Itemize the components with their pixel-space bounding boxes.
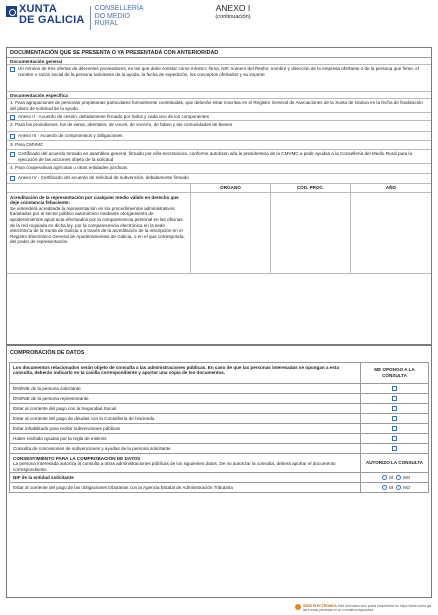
verification-row: Estar al corriente del pago de deudas con la Consellería de Hacienda xyxy=(10,414,428,424)
logo-divider xyxy=(90,6,91,30)
verification-row: DNI/NIE de la persona representante xyxy=(10,394,428,404)
representation-row xyxy=(7,193,431,274)
consent-title: CONSENTIMIENTO PARA LA COMPROBACIÓN DE DATOS xyxy=(13,455,141,461)
sede-note: Este formulario solo podrá presentarse en https://sede.xunta.gal las formas previstas en su normativa reguladora xyxy=(303,603,432,612)
annex-iii-checkbox[interactable] xyxy=(10,134,15,139)
consellaria-name: CONSELLERÍA DO MEDIO RURAL xyxy=(94,5,144,27)
representation-text: Se entenderá acreditada la representación en los procedimientos administrativos tramitados por el sector público autonómico mediante otorgamiento de apoderamientos apud acta efectuados por la comparecencia personal en las oficinas de la red regulada en dicha ley, por la comparecencia electrónica en la sede electrónica de la Xunta de Galicia o a través de la acreditación de la inscripción en el Registro Electrónico General de Apoderamientos de Galicia, o en el que corresponda, del poder de representación. xyxy=(10,205,185,245)
verification-row: Haber recibido ayudas por la regla de minimis xyxy=(10,434,428,444)
col-organo: ÓRGANO xyxy=(190,184,270,192)
consent-row: Estar al corriente del pago de las obligaciones tributarias con la Agencia Estatal de Administración Tributaria SÍ NO xyxy=(10,483,428,493)
consent-text: La persona interesada autoriza la consulta a otras administraciones públicas de los siguientes datos. De no autorizar la consulta, deberá aportar el documento correspondiente. xyxy=(13,461,336,472)
offers-checkbox[interactable] xyxy=(10,67,15,72)
sede-name: SEDE ELECTRÓNICA xyxy=(303,603,337,608)
oppose-checkbox[interactable] xyxy=(392,396,397,401)
verification-row: Estar inhabilitado para recibir subvenciones públicas xyxy=(10,424,428,434)
doc-row-annex-iv: Anexo IV - Certificado del acuerdo de solicitud de subvención, debidamente firmado xyxy=(7,174,431,184)
doc-row-cmvmc: Certificado del acuerdo tomado en asamblea general, firmado por el/la secretario/a, conforme autorizan al/a la presidente/a de la CMVMC a pedir ayudas a la Consellería del Medio Rural para la ejecución de las acciones objeto de la solicitud xyxy=(7,150,431,164)
documentation-section xyxy=(6,47,432,345)
group2-heading: 2. Para los proindivisos, los de varas, abertales, de voces, de vocerío, de fabeo y las comunidades de bienes xyxy=(7,121,431,132)
cod-proc-field[interactable] xyxy=(270,193,350,273)
authorize-header: AUTORIZO LA CONSULTA xyxy=(360,454,428,472)
logo-line2: DE GALICIA xyxy=(19,14,85,26)
data-verification-section xyxy=(6,345,432,598)
doc-row-offers: Un mínimo de tres ofertas de diferentes proveedores, en las que debe constar como mínimo: firma, NIF, número del Resfor, nombre y dirección de la empresa ofertante o de la persona que firme, el nombre o razón social de la persona solicitante de la ayuda, la fecha de expedición, los conceptos ofertados y su importe xyxy=(7,65,431,92)
annex-iv-checkbox[interactable] xyxy=(10,176,15,181)
col-ano: AÑO xyxy=(350,184,431,192)
group3-heading: 3. Para CMVMC xyxy=(7,141,431,150)
oppose-checkbox[interactable] xyxy=(392,406,397,411)
cmvmc-checkbox[interactable] xyxy=(10,152,15,157)
oppose-checkbox[interactable] xyxy=(392,446,397,451)
verification-table xyxy=(9,362,429,493)
general-docs-heading: Documentación general xyxy=(7,58,431,65)
xunta-logo xyxy=(6,4,144,30)
organo-field[interactable] xyxy=(190,193,270,273)
doc-row-annex-iii: Anexo III - Acuerdo de compromisos y obligaciones xyxy=(7,132,431,141)
no-radio[interactable] xyxy=(396,475,401,480)
page-header xyxy=(6,4,432,44)
consent-header-row xyxy=(10,454,428,473)
verification-row: DNI/NIE de la persona solicitante xyxy=(10,384,428,394)
doc-row-annex-ii: Anexo II - Acuerdo de cesión, debidamente firmado por todos y cada uno de los componentes xyxy=(7,113,431,121)
section-title: DOCUMENTACIÓN QUE SE PRESENTA O YA PRESENTADA CON ANTERIORIDAD xyxy=(7,48,431,58)
oppose-checkbox[interactable] xyxy=(392,386,397,391)
yes-radio[interactable] xyxy=(382,475,387,480)
group4-heading: 4. Para cooperativas agrícolas u otras entidades jurídicas xyxy=(7,164,431,174)
annex-title: ANEXO I (continuación) xyxy=(215,3,251,20)
verification-intro: Los documentos relacionados serán objeto de consulta a las administraciones públicas. En caso de que las personas interesadas se opongan a esta consulta, deberán indicarlo en la casilla correspondiente y aportar una copia de los documentos. xyxy=(13,364,340,376)
group1-heading: 1. Para agrupaciones de personas propietarias particulares formalmente constituidas, que deberán estar inscritas en el Registro General de Asociaciones de la Xunta de Galicia en la fecha de finalización del plazo de solicitud de la ayuda xyxy=(7,99,431,113)
sede-logo-icon xyxy=(295,604,301,610)
sede-footer xyxy=(295,604,435,612)
ano-field[interactable] xyxy=(350,193,431,273)
representation-title: Acreditación de la representación por cualquier medio válido en derecho que deje constancia fehaciente: xyxy=(10,194,179,206)
verification-row: Consulta de concesiones de subvenciones y ayudas de la persona solicitante xyxy=(10,444,428,454)
yes-radio[interactable] xyxy=(382,485,387,490)
oppose-header: ME OPONGO A LA CONSULTA xyxy=(360,363,428,383)
verification-row: Estar al corriente del pago con la Seguridad Social xyxy=(10,404,428,414)
xunta-emblem-icon xyxy=(6,6,17,17)
reference-columns-header xyxy=(7,184,431,193)
oppose-checkbox[interactable] xyxy=(392,416,397,421)
no-radio[interactable] xyxy=(396,485,401,490)
annex-ii-checkbox[interactable] xyxy=(10,115,15,120)
oppose-checkbox[interactable] xyxy=(392,426,397,431)
specific-docs-heading: Documentación específica xyxy=(7,92,431,99)
logo-line1: XUNTA xyxy=(19,3,58,15)
col-cod-proc: CÓD. PROC. xyxy=(270,184,350,192)
verification-header-row xyxy=(10,363,428,384)
oppose-checkbox[interactable] xyxy=(392,436,397,441)
section-title: COMPROBACIÓN DE DATOS xyxy=(10,350,85,356)
consent-row: NIF de la entidad solicitante SÍ NO xyxy=(10,473,428,483)
